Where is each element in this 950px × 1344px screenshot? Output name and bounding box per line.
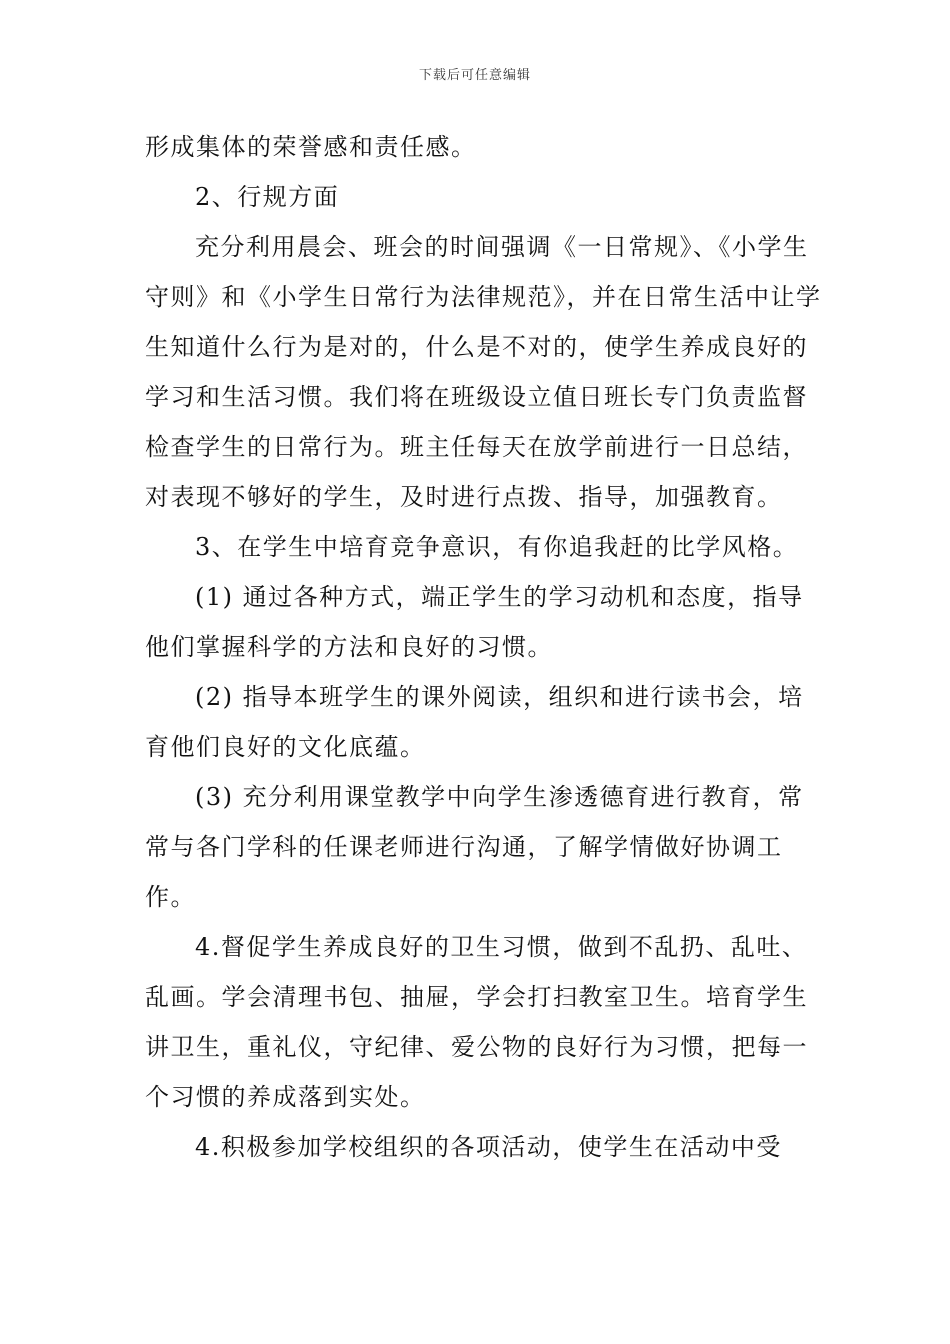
page-header: 下载后可任意编辑 (418, 68, 531, 83)
paragraph-3: 充分利用晨会、班会的时间强调《一日常规》、《小学生守则》和《小学生日常行为法律规范》，并在日常生活中让学生知道什么行为是对的，什么是不对的，使学生养成良好的学习和生活习惯。我们将在班级设立值日班长专门负责监督检查学生的日常行为。班主任每天在放学前进行一日总结，对表现不够好的学生，及时进行点拨、指导，加强教育。 (145, 233, 822, 511)
paragraph-6: (2) 指导本班学生的课外阅读，组织和进行读书会，培育他们良好的文化底蕴。 (145, 683, 804, 761)
paragraph-7: (3) 充分利用课堂教学中向学生渗透德育进行教育，常常与各门学科的任课老师进行沟通，了解学情做好协调工作。 (145, 783, 804, 911)
paragraph-1: 形成集体的荣誉感和责任感。 (145, 133, 477, 161)
document-body (145, 122, 825, 1172)
paragraph-9: 4.积极参加学校组织的各项活动，使学生在活动中受 (195, 1133, 782, 1161)
paragraph-4-heading: 3、在学生中培育竞争意识，有你追我赶的比学风格。 (195, 533, 799, 561)
paragraph-5: (1) 通过各种方式，端正学生的学习动机和态度，指导他们掌握科学的方法和良好的习惯。 (145, 583, 804, 661)
paragraph-2-heading: 2、行规方面 (195, 183, 340, 211)
paragraph-8: 4.督促学生养成良好的卫生习惯，做到不乱扔、乱吐、乱画。学会清理书包、抽屉，学会打扫教室卫生。培育学生讲卫生，重礼仪，守纪律、爱公物的良好行为习惯，把每一个习惯的养成落到实处。 (145, 933, 808, 1111)
